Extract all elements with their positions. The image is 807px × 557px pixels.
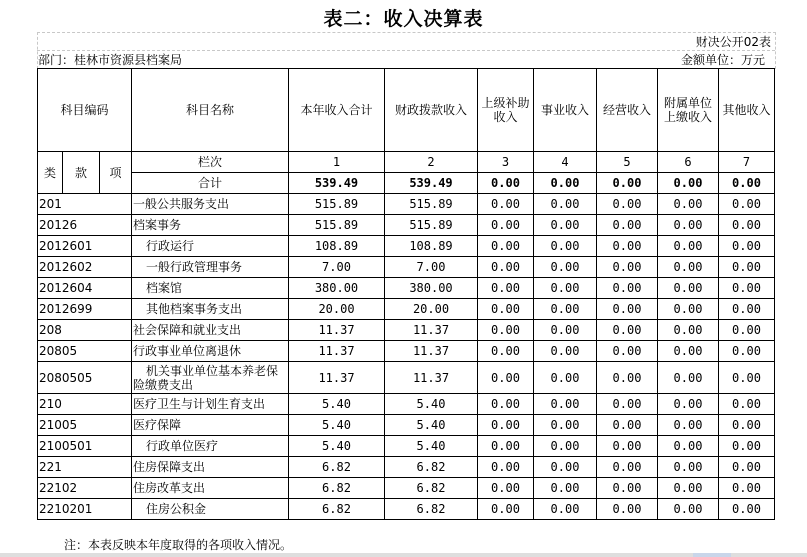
amount-cell: 7.00 [289, 257, 385, 278]
table-row [38, 236, 775, 257]
amount-cell: 11.37 [289, 362, 385, 394]
amount-cell: 0.00 [478, 215, 534, 236]
header-xiang: 项 [100, 152, 132, 194]
column-index: 6 [658, 152, 719, 173]
amount-cell: 0.00 [658, 436, 719, 457]
column-index: 3 [478, 152, 534, 173]
amount-cell: 0.00 [719, 457, 775, 478]
total-value: 0.00 [719, 173, 775, 194]
subject-name: 住房改革支出 [132, 478, 289, 499]
amount-cell: 0.00 [534, 478, 597, 499]
table-row [38, 215, 775, 236]
column-index: 7 [719, 152, 775, 173]
header-business: 事业收入 [534, 69, 597, 152]
subject-name: 机关事业单位基本养老保险缴费支出 [132, 362, 289, 394]
amount-cell: 380.00 [385, 278, 478, 299]
amount-cell: 0.00 [478, 299, 534, 320]
amount-cell: 0.00 [597, 194, 658, 215]
form-number: 财决公开02表 [695, 35, 771, 49]
amount-cell: 0.00 [478, 236, 534, 257]
total-value: 0.00 [534, 173, 597, 194]
column-index-row [38, 152, 775, 173]
subject-name: 档案事务 [132, 215, 289, 236]
amount-cell: 0.00 [658, 394, 719, 415]
subject-name: 行政运行 [132, 236, 289, 257]
amount-cell: 0.00 [597, 215, 658, 236]
amount-cell: 0.00 [597, 499, 658, 520]
header-operating: 经营收入 [597, 69, 658, 152]
amount-cell: 0.00 [534, 194, 597, 215]
amount-cell: 515.89 [289, 194, 385, 215]
amount-cell: 5.40 [385, 415, 478, 436]
table-row [38, 194, 775, 215]
subject-name: 其他档案事务支出 [132, 299, 289, 320]
amount-cell: 0.00 [658, 320, 719, 341]
subject-name: 社会保障和就业支出 [132, 320, 289, 341]
table-header-row [38, 69, 775, 152]
amount-cell: 0.00 [719, 320, 775, 341]
amount-cell: 0.00 [658, 215, 719, 236]
amount-cell: 0.00 [719, 478, 775, 499]
amount-cell: 5.40 [289, 394, 385, 415]
amount-cell: 0.00 [534, 499, 597, 520]
header-fiscal: 财政拨款收入 [385, 69, 478, 152]
header-superior-text: 上级补助收入 [481, 96, 530, 124]
amount-cell: 0.00 [597, 415, 658, 436]
amount-cell: 0.00 [719, 394, 775, 415]
table-row [38, 394, 775, 415]
subject-name: 行政单位医疗 [132, 436, 289, 457]
totals-row [38, 173, 775, 194]
subject-code: 21005 [38, 415, 132, 436]
amount-cell: 515.89 [385, 194, 478, 215]
amount-cell: 0.00 [597, 257, 658, 278]
column-index: 4 [534, 152, 597, 173]
amount-cell: 515.89 [289, 215, 385, 236]
header-affiliated [658, 69, 719, 152]
amount-cell: 0.00 [719, 236, 775, 257]
amount-cell: 20.00 [385, 299, 478, 320]
subject-name: 住房公积金 [132, 499, 289, 520]
amount-cell: 0.00 [719, 194, 775, 215]
table-row [38, 257, 775, 278]
table-row [38, 299, 775, 320]
amount-cell: 0.00 [597, 320, 658, 341]
subject-name: 一般行政管理事务 [132, 257, 289, 278]
amount-unit-label: 金额单位：万元 [680, 53, 765, 67]
amount-cell: 7.00 [385, 257, 478, 278]
header-lei: 类 [38, 152, 63, 194]
amount-cell: 0.00 [478, 499, 534, 520]
subject-name: 一般公共服务支出 [132, 194, 289, 215]
amount-cell: 0.00 [658, 236, 719, 257]
amount-cell: 0.00 [597, 299, 658, 320]
header-kuan: 款 [63, 152, 100, 194]
subject-code: 20126 [38, 215, 132, 236]
subject-code: 208 [38, 320, 132, 341]
totals-label: 合计 [132, 173, 289, 194]
amount-cell: 0.00 [478, 436, 534, 457]
amount-cell: 11.37 [289, 320, 385, 341]
total-value: 0.00 [658, 173, 719, 194]
table-note: 注：本表反映本年度取得的各项收入情况。 [64, 538, 293, 552]
income-final-accounts-table [37, 68, 775, 520]
amount-cell: 0.00 [719, 299, 775, 320]
column-index: 5 [597, 152, 658, 173]
subject-code: 2100501 [38, 436, 132, 457]
department-label: 部门：桂林市资源县档案局 [38, 53, 183, 67]
amount-cell: 0.00 [534, 320, 597, 341]
amount-cell: 0.00 [597, 394, 658, 415]
amount-cell: 0.00 [478, 341, 534, 362]
amount-cell: 0.00 [534, 341, 597, 362]
amount-cell: 6.82 [385, 499, 478, 520]
subject-code: 221 [38, 457, 132, 478]
amount-cell: 0.00 [719, 215, 775, 236]
amount-cell: 6.82 [289, 478, 385, 499]
table-row [38, 341, 775, 362]
amount-cell: 11.37 [385, 362, 478, 394]
amount-cell: 0.00 [658, 278, 719, 299]
subject-name: 档案馆 [132, 278, 289, 299]
column-index-label: 栏次 [132, 152, 289, 173]
subject-code: 2012699 [38, 299, 132, 320]
amount-cell: 0.00 [534, 299, 597, 320]
amount-cell: 0.00 [534, 394, 597, 415]
amount-cell: 0.00 [658, 341, 719, 362]
amount-cell: 0.00 [658, 194, 719, 215]
amount-cell: 0.00 [534, 457, 597, 478]
amount-cell: 0.00 [658, 457, 719, 478]
amount-cell: 0.00 [658, 499, 719, 520]
amount-cell: 0.00 [478, 394, 534, 415]
subject-name: 医疗保障 [132, 415, 289, 436]
column-index: 1 [289, 152, 385, 173]
amount-cell: 0.00 [719, 341, 775, 362]
amount-cell: 108.89 [385, 236, 478, 257]
amount-cell: 0.00 [658, 362, 719, 394]
amount-cell: 20.00 [289, 299, 385, 320]
table-row [38, 362, 775, 394]
amount-cell: 0.00 [478, 478, 534, 499]
amount-cell: 0.00 [597, 278, 658, 299]
amount-cell: 6.82 [289, 457, 385, 478]
header-total: 本年收入合计 [289, 69, 385, 152]
header-other: 其他收入 [719, 69, 775, 152]
amount-cell: 0.00 [719, 278, 775, 299]
table-row [38, 478, 775, 499]
amount-cell: 0.00 [597, 236, 658, 257]
subject-name: 住房保障支出 [132, 457, 289, 478]
total-value: 0.00 [478, 173, 534, 194]
amount-cell: 0.00 [658, 257, 719, 278]
table-row [38, 499, 775, 520]
subject-name: 行政事业单位离退休 [132, 341, 289, 362]
table-row [38, 278, 775, 299]
amount-cell: 0.00 [719, 499, 775, 520]
amount-cell: 11.37 [385, 320, 478, 341]
amount-cell: 0.00 [534, 436, 597, 457]
amount-cell: 5.40 [385, 394, 478, 415]
subject-code: 2012602 [38, 257, 132, 278]
subject-code: 2012601 [38, 236, 132, 257]
amount-cell: 0.00 [478, 320, 534, 341]
column-index: 2 [385, 152, 478, 173]
amount-cell: 380.00 [289, 278, 385, 299]
amount-cell: 0.00 [534, 215, 597, 236]
amount-cell: 0.00 [478, 278, 534, 299]
header-affiliated-text: 附属单位上缴收入 [663, 96, 712, 124]
header-name: 科目名称 [132, 69, 289, 152]
amount-cell: 0.00 [658, 299, 719, 320]
total-value: 0.00 [597, 173, 658, 194]
amount-cell: 108.89 [289, 236, 385, 257]
amount-cell: 515.89 [385, 215, 478, 236]
header-code: 科目编码 [38, 69, 132, 152]
amount-cell: 0.00 [534, 278, 597, 299]
amount-cell: 0.00 [719, 362, 775, 394]
subject-code: 2210201 [38, 499, 132, 520]
total-value: 539.49 [289, 173, 385, 194]
subject-code: 2080505 [38, 362, 132, 394]
amount-cell: 0.00 [478, 194, 534, 215]
amount-cell: 0.00 [534, 362, 597, 394]
subject-code: 22102 [38, 478, 132, 499]
scrollbar-thumb[interactable] [693, 553, 731, 557]
subject-code: 210 [38, 394, 132, 415]
total-value: 539.49 [385, 173, 478, 194]
table-row [38, 457, 775, 478]
table-row [38, 415, 775, 436]
amount-cell: 5.40 [289, 436, 385, 457]
amount-cell: 0.00 [534, 236, 597, 257]
header-superior [478, 69, 534, 152]
amount-cell: 0.00 [478, 457, 534, 478]
amount-cell: 0.00 [534, 415, 597, 436]
table-row [38, 436, 775, 457]
amount-cell: 0.00 [597, 478, 658, 499]
amount-cell: 0.00 [597, 436, 658, 457]
report-title: 表二：收入决算表 [323, 8, 484, 30]
amount-cell: 0.00 [658, 478, 719, 499]
amount-cell: 5.40 [289, 415, 385, 436]
subject-code: 201 [38, 194, 132, 215]
amount-cell: 0.00 [597, 457, 658, 478]
amount-cell: 0.00 [658, 415, 719, 436]
amount-cell: 0.00 [478, 362, 534, 394]
amount-cell: 6.82 [385, 457, 478, 478]
amount-cell: 0.00 [719, 257, 775, 278]
amount-cell: 0.00 [534, 257, 597, 278]
amount-cell: 0.00 [597, 341, 658, 362]
amount-cell: 0.00 [719, 415, 775, 436]
amount-cell: 0.00 [478, 257, 534, 278]
table-row [38, 320, 775, 341]
amount-cell: 0.00 [478, 415, 534, 436]
amount-cell: 0.00 [719, 436, 775, 457]
subject-name: 医疗卫生与计划生育支出 [132, 394, 289, 415]
subject-code: 20805 [38, 341, 132, 362]
horizontal-scrollbar[interactable] [0, 553, 807, 557]
amount-cell: 6.82 [289, 499, 385, 520]
amount-cell: 11.37 [289, 341, 385, 362]
amount-cell: 11.37 [385, 341, 478, 362]
amount-cell: 0.00 [597, 362, 658, 394]
amount-cell: 5.40 [385, 436, 478, 457]
amount-cell: 6.82 [385, 478, 478, 499]
subject-code: 2012604 [38, 278, 132, 299]
